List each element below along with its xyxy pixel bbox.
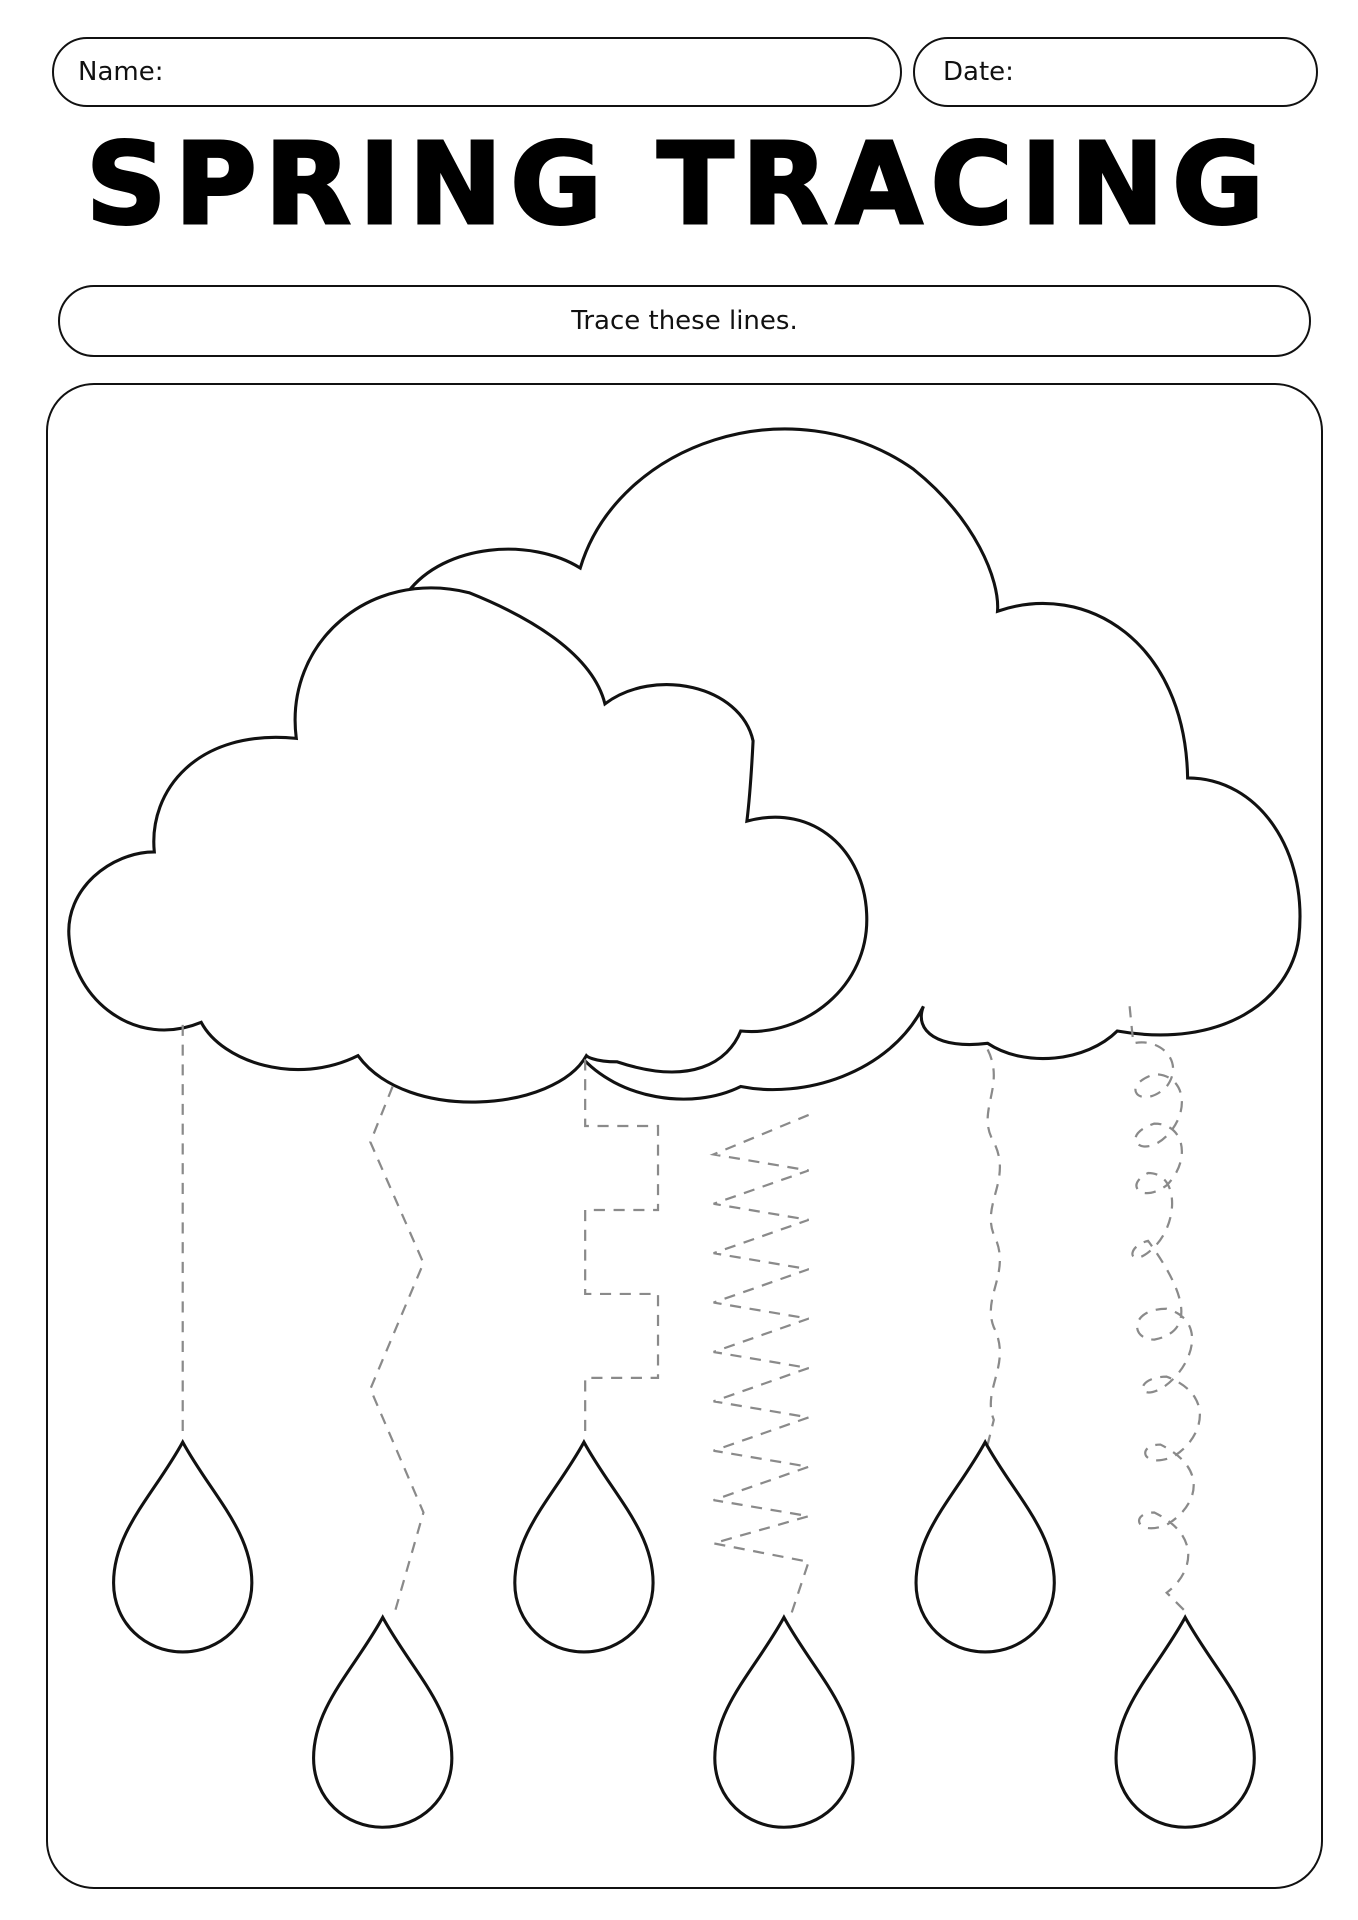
raindrop-icon [1116,1617,1254,1827]
cloud-icon [69,429,1300,1102]
raindrop-icon [114,1442,252,1652]
page-title: SPRING TRACING [85,120,1273,250]
raindrops [114,1442,1255,1827]
raindrop-icon [715,1617,853,1827]
raindrop-icon [515,1442,653,1652]
trace-wave [988,1050,1000,1445]
trace-zigzag-tight [714,1115,809,1617]
name-label: Name: [78,57,164,87]
trace-zigzag-wide [370,1087,423,1612]
raindrop-icon [314,1617,452,1827]
raindrop-icon [916,1442,1054,1652]
date-label: Date: [943,57,1014,87]
trace-loops [1130,1006,1200,1611]
instruction-text: Trace these lines. [571,306,798,336]
trace-square-wave [585,1059,658,1438]
